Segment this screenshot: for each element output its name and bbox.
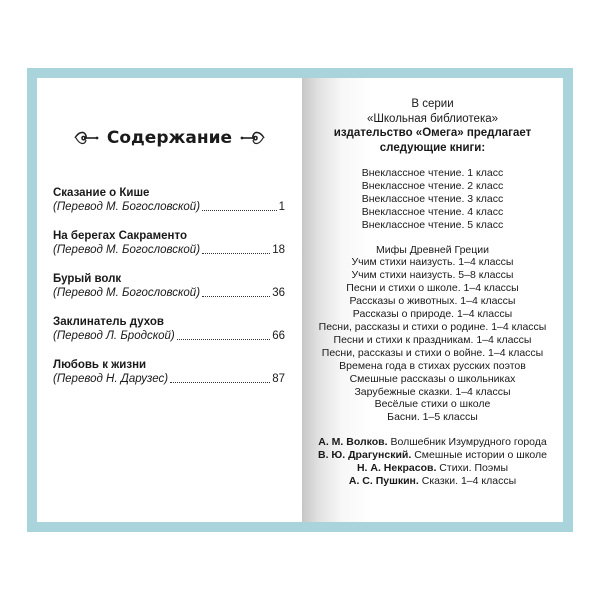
toc-leader-dots	[202, 252, 270, 254]
book-item: Рассказы о животных. 1–4 классы	[349, 295, 516, 308]
toc-leader-dots	[202, 295, 270, 297]
book-item: Песни и стихи к праздникам. 1–4 классы	[333, 333, 532, 346]
toc-header	[37, 126, 302, 150]
toc-page-number: 18	[272, 244, 285, 256]
toc-translator: (Перевод Н. Дарузес)	[53, 373, 169, 385]
author-name: А. М. Волков.	[318, 436, 388, 449]
toc-entry	[53, 315, 285, 343]
book-group-extracurricular	[302, 167, 563, 232]
toc-leader-dots	[202, 209, 277, 211]
series-list	[302, 97, 563, 488]
book-item: Учим стихи наизусть. 1–4 классы	[351, 256, 514, 269]
toc-page-number: 87	[272, 373, 285, 385]
intro-line: В серии	[411, 98, 454, 110]
book-item: Внеклассное чтение. 1 класс	[361, 167, 504, 179]
book-item: Песни, рассказы и стихи о войне. 1–4 классы	[321, 346, 544, 359]
toc-translation-line	[53, 372, 285, 386]
author-name: Н. А. Некрасов.	[356, 462, 437, 475]
toc-leader-dots	[170, 381, 270, 383]
right-page	[302, 78, 563, 522]
book-item: Басни. 1–5 классы	[387, 411, 478, 424]
intro-line: издательство «Омега» предлагает	[333, 127, 532, 139]
series-intro	[302, 97, 563, 155]
book-title: Волшебник Изумрудного города	[390, 436, 547, 449]
left-page	[37, 78, 302, 522]
author-name: В. Ю. Драгунский.	[318, 449, 412, 462]
book-item: Учим стихи наизусть. 5–8 классы	[351, 269, 514, 282]
toc-translation-line	[53, 329, 285, 343]
left-ornament-icon	[73, 130, 99, 146]
book-item: Внеклассное чтение. 2 класс	[361, 179, 504, 192]
toc-story-title: Сказание о Кише	[53, 187, 150, 199]
author-name: А. С. Пушкин.	[348, 475, 419, 488]
book-item: Песни, рассказы и стихи о родине. 1–4 классы	[318, 320, 547, 333]
author-book-item	[302, 475, 563, 488]
book-item: Мифы Древней Греции	[375, 243, 490, 256]
intro-line: «Школьная библиотека»	[366, 112, 499, 125]
toc-translator: (Перевод Л. Бродской)	[53, 330, 175, 342]
toc-page-number: 36	[272, 287, 285, 299]
author-book-item	[302, 436, 563, 449]
book-item: Зарубежные сказки. 1–4 классы	[354, 385, 511, 398]
book-title: Смешные истории о школе	[414, 449, 547, 462]
toc-translation-line	[53, 200, 285, 214]
page-title: Содержание	[106, 128, 233, 148]
toc-entry	[53, 358, 285, 386]
toc-page-number: 66	[272, 330, 285, 342]
book-item: Внеклассное чтение. 5 класс	[361, 218, 504, 231]
book-title: Стихи. Поэмы	[439, 462, 509, 475]
right-ornament-icon	[240, 130, 266, 146]
book-item: Весёлые стихи о школе	[374, 398, 491, 411]
toc-translation-line	[53, 286, 285, 300]
author-book-item	[302, 449, 563, 462]
toc-story-title: Любовь к жизни	[53, 359, 147, 371]
toc-page-number: 1	[278, 201, 285, 213]
toc-translation-line	[53, 243, 285, 257]
toc-translator: (Перевод М. Богословской)	[53, 287, 201, 299]
author-book-item	[302, 462, 563, 475]
intro-line: следующие книги:	[379, 141, 486, 154]
toc-entry	[53, 272, 285, 300]
book-item: Времена года в стихах русских поэтов	[339, 359, 526, 372]
book-title: Сказки. 1–4 классы	[421, 475, 517, 488]
book-group-collections	[302, 244, 563, 425]
toc-translator: (Перевод М. Богословской)	[53, 244, 201, 256]
toc-entry	[53, 186, 285, 214]
toc-list	[53, 186, 285, 401]
book-item: Внеклассное чтение. 3 класс	[361, 192, 504, 205]
toc-leader-dots	[177, 338, 270, 340]
book-item: Смешные рассказы о школьниках	[349, 372, 516, 385]
toc-story-title: Заклинатель духов	[53, 316, 164, 328]
toc-story-title: На берегах Сакраменто	[53, 230, 187, 242]
toc-story-title: Бурый волк	[53, 273, 122, 285]
toc-translator: (Перевод М. Богословской)	[53, 201, 201, 213]
book-item: Рассказы о природе. 1–4 классы	[352, 308, 513, 321]
book-item: Внеклассное чтение. 4 класс	[361, 205, 504, 218]
book-item: Песни и стихи о школе. 1–4 классы	[346, 282, 519, 295]
toc-entry	[53, 229, 285, 257]
book-group-authors	[302, 436, 563, 488]
